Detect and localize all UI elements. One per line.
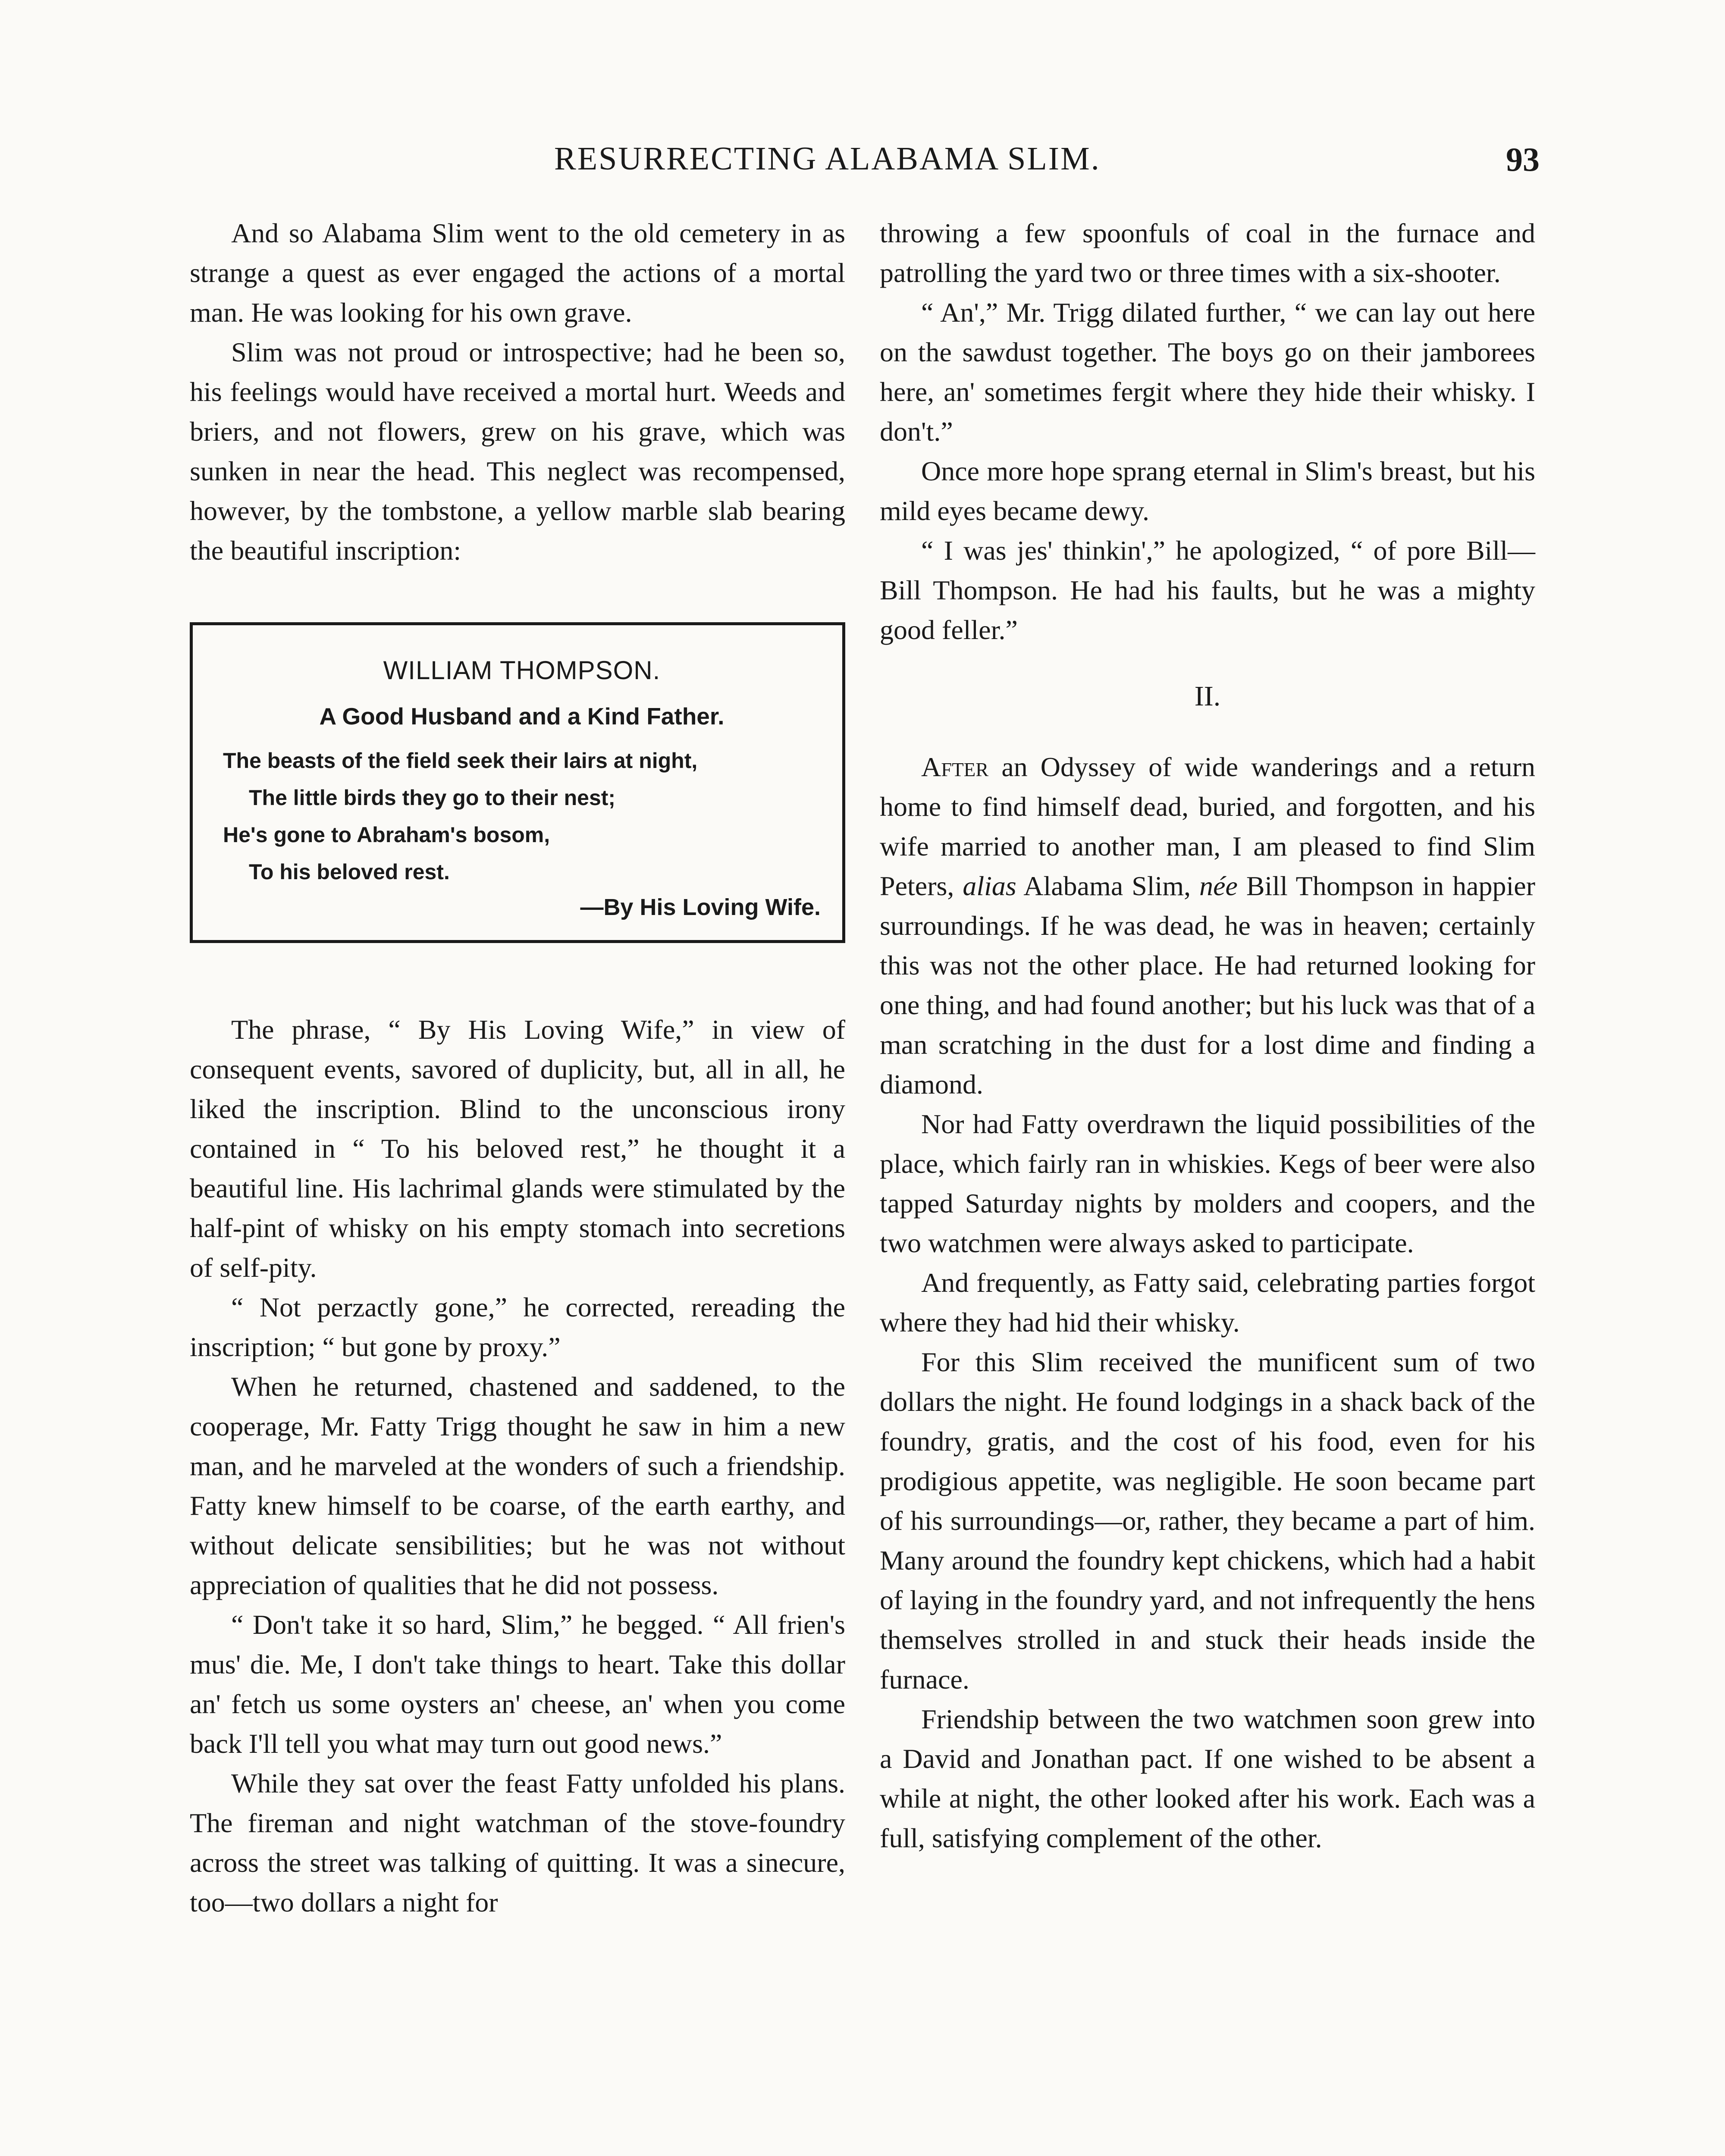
paragraph: Nor had Fatty overdrawn the liquid possibilities of the place, which fairly ran in whiskies. Kegs of beer were also tapped Saturday nights by molders and coopers, and the two watchmen were always asked to participate. — [880, 1109, 1535, 1258]
paragraph: Once more hope sprang eternal in Slim's breast, but his mild eyes became dewy. — [880, 456, 1535, 526]
text-run: Bill Thompson in happier surroundings. If he was dead, he was in heaven; certainly this was not the other place. He had returned looking for one thing, and had found another; but his luck was that of a man scratching in the dust for a lost dime and finding a diamond. — [880, 871, 1536, 1100]
epitaph-line: The beasts of the field seek their lairs at night, — [223, 749, 698, 773]
lead-word: After — [921, 752, 989, 782]
paragraph: “ I was jes' thinkin',” he apologized, “ of pore Bill—Bill Thompson. He had his faults, but he was a mighty good feller.” — [880, 535, 1535, 645]
paragraph: throwing a few spoonfuls of coal in the furnace and patrolling the yard two or three times with a six-shooter. — [880, 218, 1535, 288]
epitaph-line: To his beloved rest. — [249, 860, 450, 884]
italic-word: née — [1199, 871, 1238, 901]
paragraph: “ Don't take it so hard, Slim,” he begged. “ All frien's mus' die. Me, I don't take things to heart. Take this dollar an' fetch us some oysters an' cheese, an' when you come back I'll tell you what may turn out good news.” — [190, 1609, 845, 1759]
paragraph: Slim was not proud or introspective; had he been so, his feelings would have received a mortal hurt. Weeds and briers, and not flowers, grew on his grave, which was sunken in near the head. This neglect was recompensed, however, by the tombstone, a yellow marble slab bearing the beautiful inscription: — [190, 337, 845, 566]
epitaph-line: He's gone to Abraham's bosom, — [223, 823, 550, 847]
paragraph: And so Alabama Slim went to the old cemetery in as strange a quest as ever engaged the actions of a mortal man. He was looking for his own grave. — [190, 218, 845, 328]
running-header — [190, 140, 1540, 192]
text-run: Alabama Slim, — [1016, 871, 1200, 901]
epitaph-signature: —By His Loving Wife. — [580, 894, 821, 920]
paragraph: And frequently, as Fatty said, celebrating parties forgot where they had hid their whisky. — [880, 1267, 1535, 1338]
paragraph: “ Not perzactly gone,” he corrected, rereading the inscription; “ but gone by proxy.” — [190, 1292, 845, 1362]
paragraph: For this Slim received the munificent sum of two dollars the night. He found lodgings in a shack back of the foundry, gratis, and the cost of his food, even for his prodigious appetite, was negligible. He soon became part of his surroundings—or, rather, they became a part of him. Many around the foundry kept chickens, which had a habit of laying in the foundry yard, and not infrequently the hens themselves strolled in and stuck their heads inside the furnace. — [880, 1347, 1535, 1695]
paragraph: When he returned, chastened and saddened, to the cooperage, Mr. Fatty Trigg thought he saw in him a new man, and he marveled at the wonders of such a friendship. Fatty knew himself to be coarse, of the earth earthy, and without delicate sensibilities; but he was not without appreciation of qualities that he did not possess. — [190, 1371, 845, 1600]
page-number: 93 — [1506, 141, 1540, 178]
section-heading: II. — [1194, 680, 1221, 712]
epitaph-line: The little birds they go to their nest; — [249, 786, 616, 810]
epitaph-box — [190, 622, 845, 943]
paragraph: The phrase, “ By His Loving Wife,” in view of consequent events, savored of duplicity, but, all in all, he liked the inscription. Blind to the unconscious irony contained in “ To his beloved rest,” he thought it a beautiful line. His lachrimal glands were stimulated by the half-pint of whisky on his empty stomach into secretions of self-pity. — [190, 1014, 845, 1283]
paragraph — [880, 747, 1535, 1104]
epitaph-name: WILLIAM THOMPSON. — [383, 656, 661, 685]
paragraph: While they sat over the feast Fatty unfolded his plans. The fireman and night watchman of the stove-foundry across the street was talking of quitting. It was a sinecure, too—two dollars a night for — [190, 1768, 845, 1918]
paragraph: “ An',” Mr. Trigg dilated further, “ we can lay out here on the sawdust together. The boys go on their jamborees here, an' sometimes fergit where they hide their whisky. I don't.” — [880, 297, 1535, 447]
epitaph-motto: A Good Husband and a Kind Father. — [319, 703, 724, 730]
right-column — [880, 213, 1535, 1858]
left-column — [190, 213, 845, 1922]
text-run: an Odyssey of wide wanderings and a return home to find himself dead, buried, and forgotten, and his wife married to another man, I am pleased to find Slim Peters, — [880, 752, 1535, 901]
italic-word: alias — [963, 871, 1016, 901]
paragraph: Friendship between the two watchmen soon grew into a David and Jonathan pact. If one wished to be absent a while at night, the other looked after his work. Each was a full, satisfying complement of the other. — [880, 1704, 1535, 1853]
running-title: RESURRECTING ALABAMA SLIM. — [554, 141, 1101, 177]
